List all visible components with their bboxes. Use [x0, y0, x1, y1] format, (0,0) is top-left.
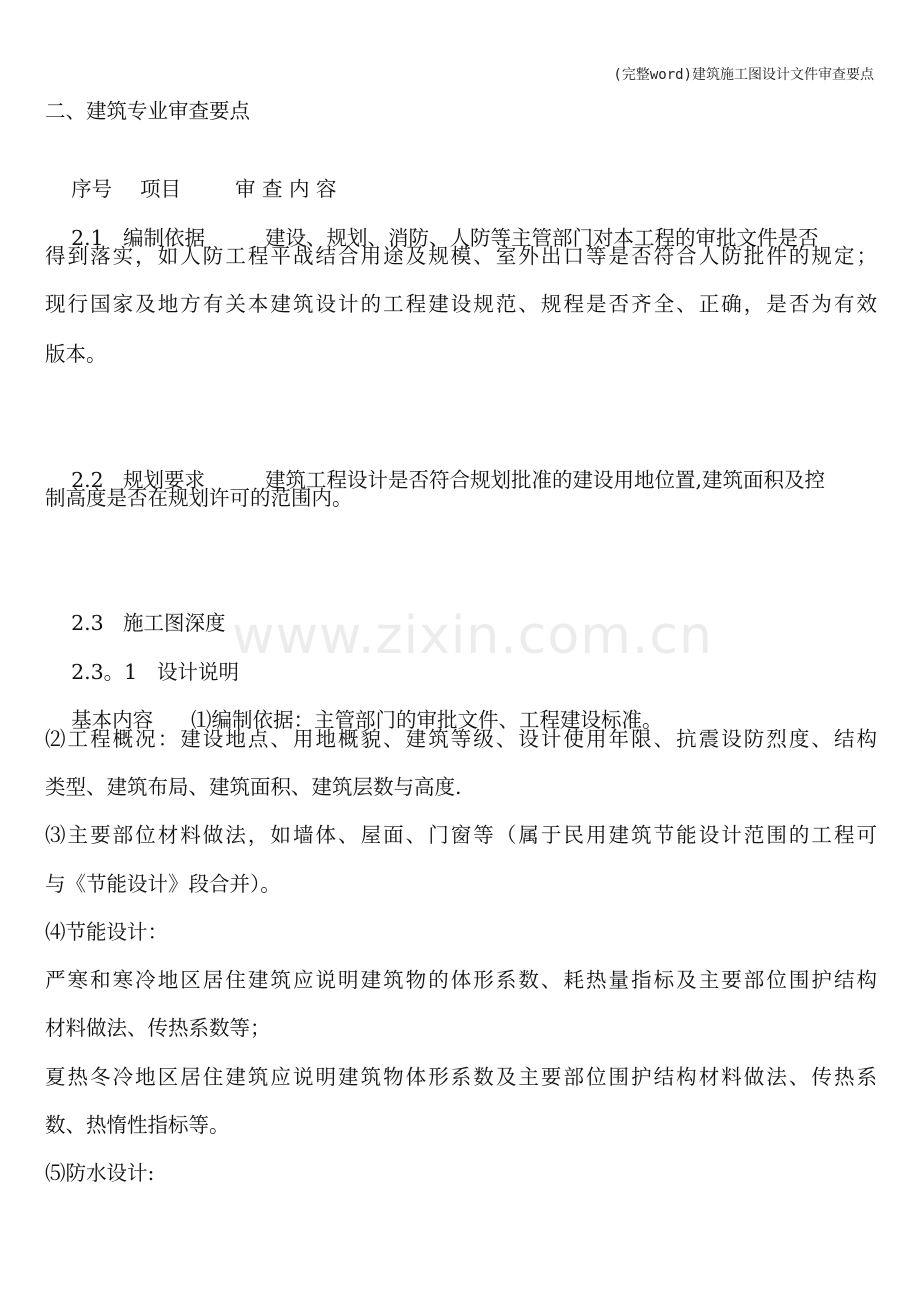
page-header: (完整word)建筑施工图设计文件审查要点	[613, 67, 874, 83]
item-number: 2.3。1	[71, 660, 138, 684]
basic-paragraph: 数、热惰性指标等。	[45, 1113, 230, 1137]
col-header-content: 审 查 内 容	[235, 177, 337, 201]
basic-paragraph: ⑴编制依据：主管部门的审批文件、工程建设标准。	[191, 708, 663, 732]
basic-paragraph: 夏热冬冷地区居住建筑应说明建筑物体形系数及主要部位围护结构材料做法、传热系	[45, 1065, 877, 1089]
item-2-1-text-line: 版本。	[45, 342, 107, 366]
item-text: 建设、规划、消防、人防等主管部门对本工程的审批文件是否	[265, 226, 819, 250]
item-name: 施工图深度	[123, 611, 226, 635]
basic-paragraph: 与《节能设计》段合并）。	[45, 872, 281, 896]
watermark: www.zixin.com.cn	[232, 606, 713, 666]
item-name: 规划要求	[123, 468, 205, 492]
basic-content-label: 基本内容	[71, 708, 154, 732]
basic-paragraph: 严寒和寒冷地区居住建筑应说明建筑物的体形系数、耗热量指标及主要部位围护结构	[45, 968, 877, 992]
item-text: 建筑工程设计是否符合规划批准的建设用地位置,建筑面积及控	[265, 468, 826, 492]
col-header-number: 序号	[71, 177, 113, 201]
item-name: 设计说明	[157, 660, 239, 684]
item-number: 2.3	[71, 611, 104, 635]
section-title: 二、建筑专业审查要点	[45, 99, 250, 123]
basic-paragraph: ⑶主要部位材料做法，如墙体、屋面、门窗等（属于民用建筑节能设计范围的工程可	[45, 823, 877, 847]
basic-paragraph: ⑵工程概况：建设地点、用地概貌、建筑等级、设计使用年限、抗震设防烈度、结构	[45, 727, 877, 751]
item-number: 2.1	[71, 226, 104, 250]
col-header-item: 项目	[140, 177, 181, 201]
item-2-1-text-line: 得到落实，如人防工程平战结合用途及规模、室外出口等是否符合人防批件的规定；	[45, 244, 877, 268]
basic-paragraph: ⑸防水设计:	[45, 1161, 155, 1185]
item-name: 编制依据	[123, 226, 205, 250]
basic-paragraph: 材料做法、传热系数等；	[45, 1016, 271, 1040]
basic-paragraph: 类型、建筑布局、建筑面积、建筑层数与高度.	[45, 775, 462, 799]
item-number: 2.2	[71, 468, 104, 492]
basic-paragraph: ⑷节能设计：	[45, 920, 168, 944]
item-2-1-text-line: 现行国家及地方有关本建筑设计的工程建设规范、规程是否齐全、正确，是否为有效	[45, 292, 877, 316]
item-2-2-text-line: 制高度是否在规划许可的范围内。	[45, 486, 353, 510]
